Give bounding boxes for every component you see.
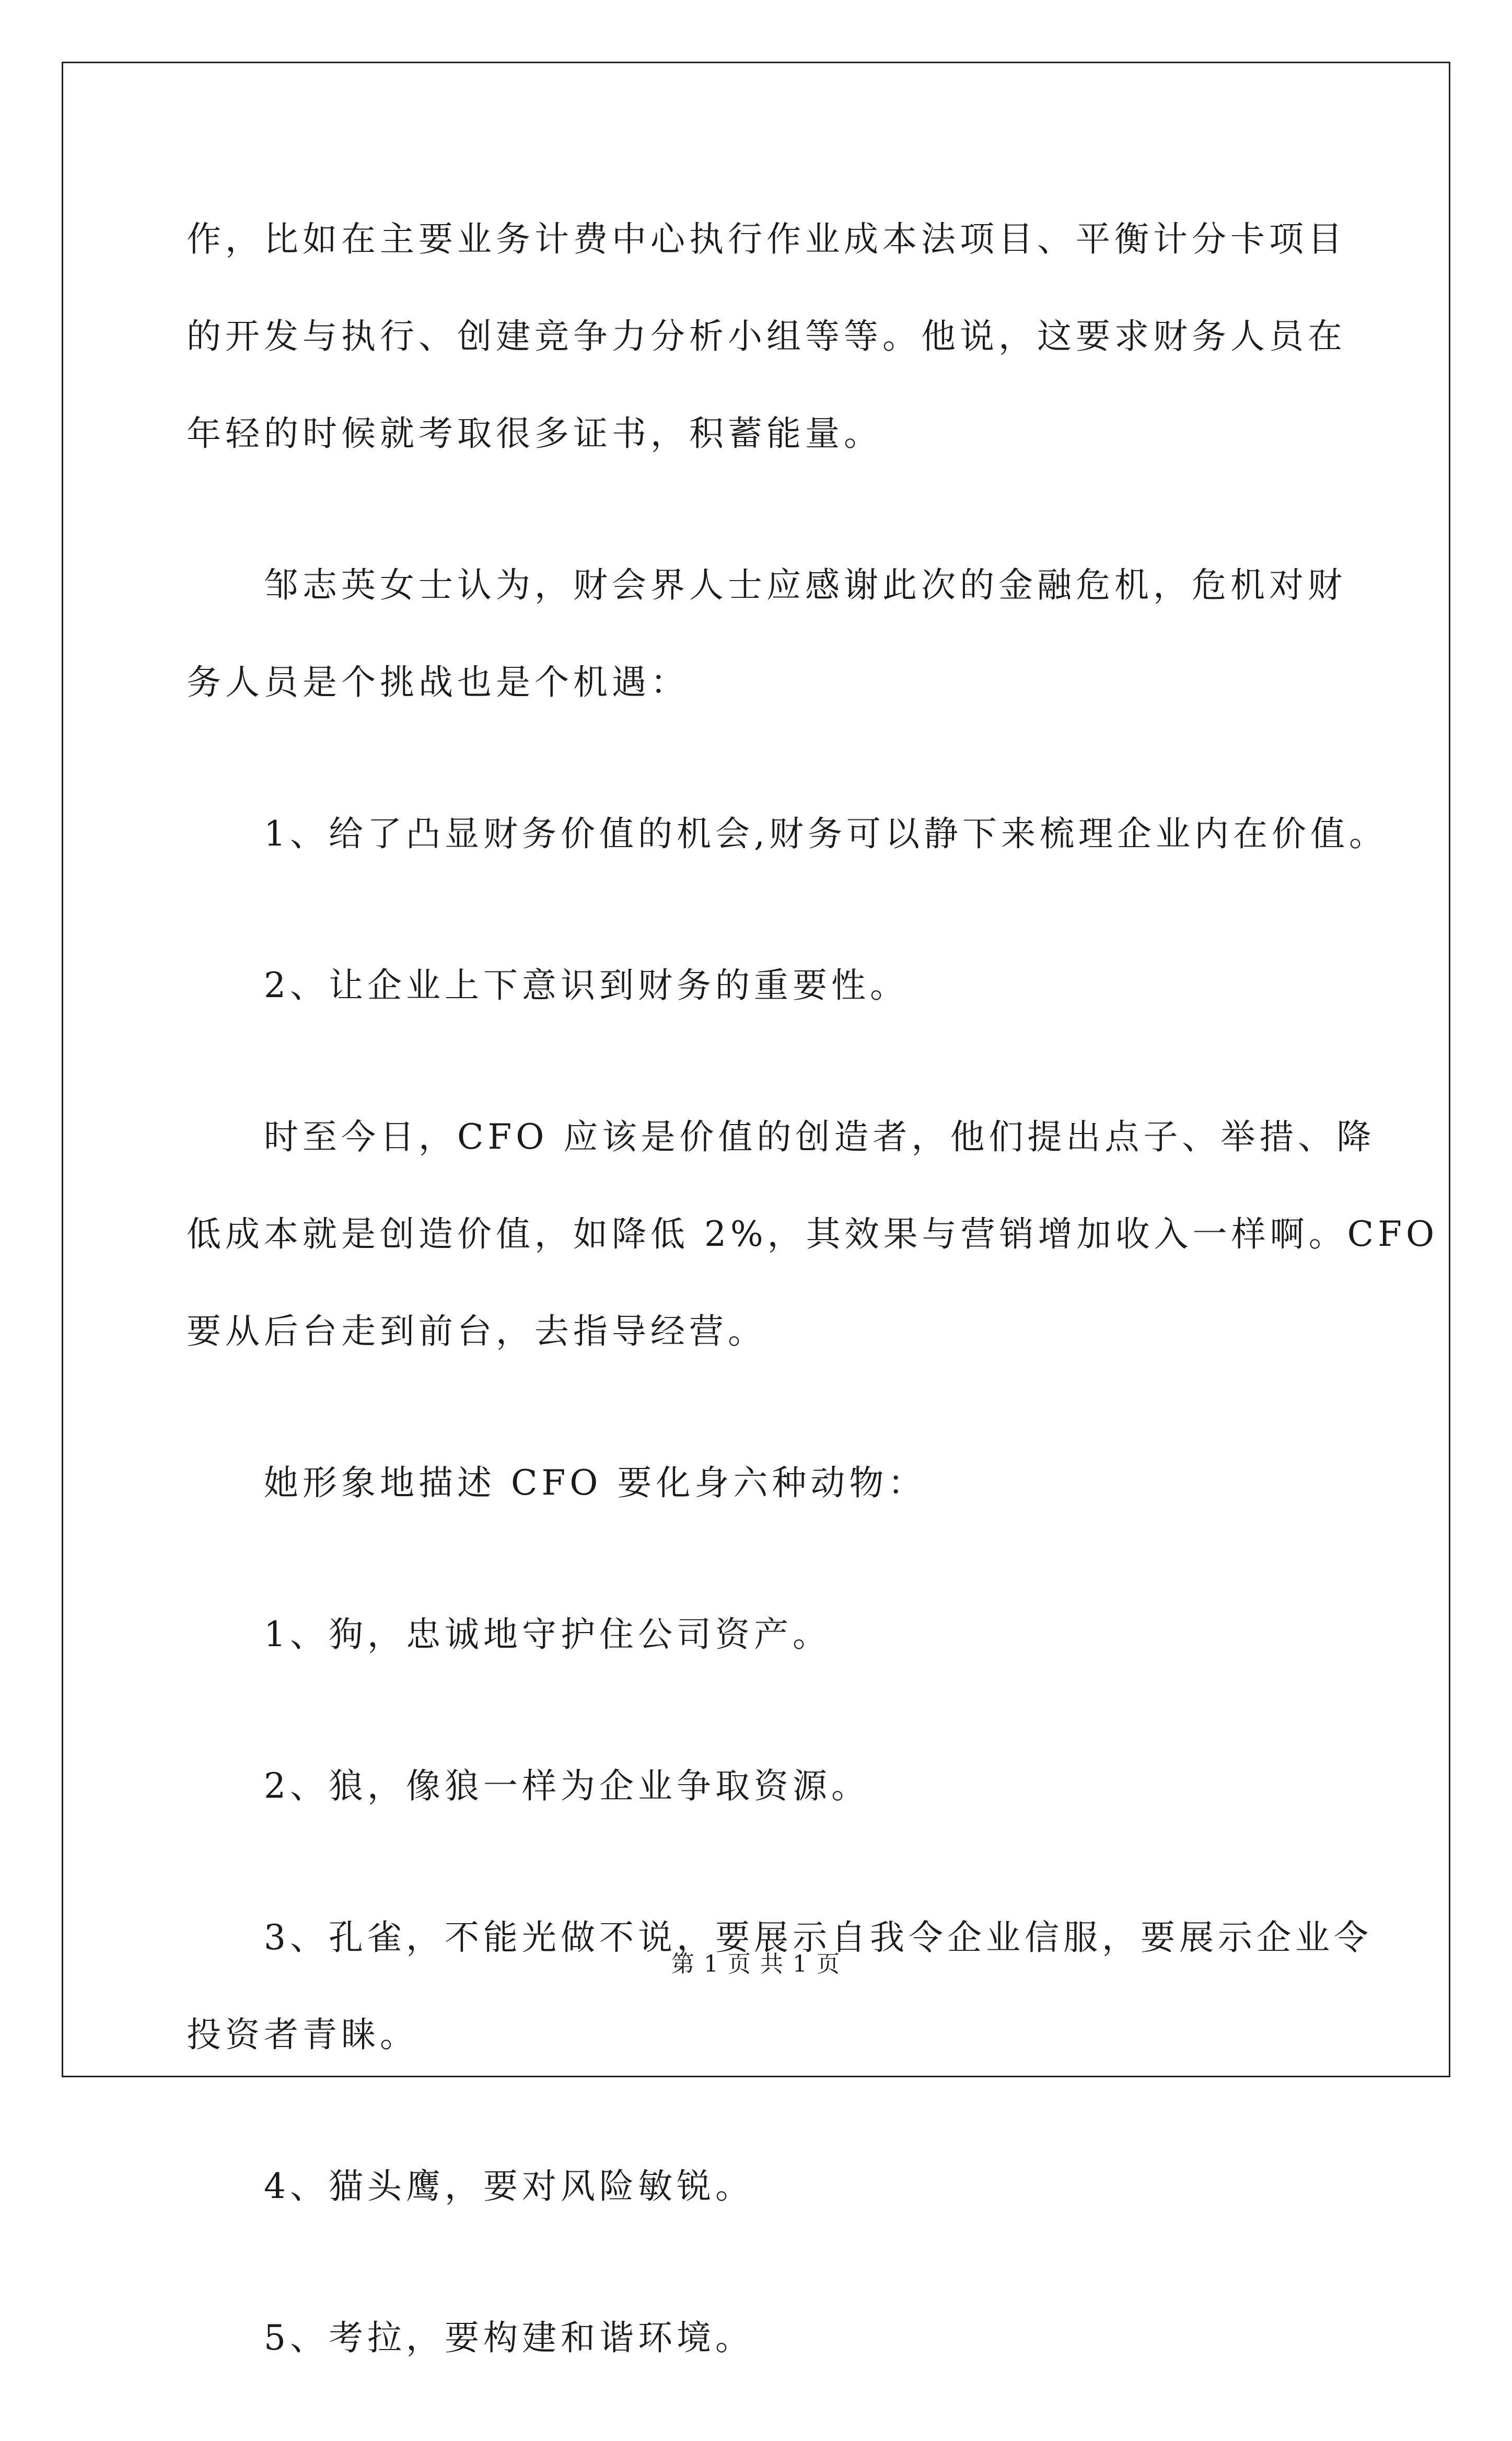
text-line: 年轻的时候就考取很多证书，积蓄能量。 [187, 413, 882, 454]
paragraph [187, 1586, 1336, 1683]
paragraph [187, 537, 1346, 731]
paragraph [187, 785, 1388, 883]
paragraph [187, 1889, 1373, 2084]
text-line: 4、猫头鹰，要对风险敏锐。 [264, 2166, 754, 2206]
text-line: 务人员是个挑战也是个机遇： [187, 662, 689, 702]
text-line: 2、狼，像狼一样为企业争取资源。 [264, 1766, 870, 1806]
paragraph [187, 937, 1336, 1034]
text-line: 作，比如在主要业务计费中心执行作业成本法项目、平衡计分卡项目 [187, 219, 1346, 259]
document-body [187, 191, 1439, 2441]
text-line: 要从后台走到前台，去指导经营。 [187, 1311, 766, 1351]
paragraph [187, 191, 1346, 482]
text-line: 她形象地描述 CFO 要化身六种动物： [264, 1463, 927, 1503]
paragraph [187, 1089, 1439, 1380]
text-line: 2、让企业上下意识到财务的重要性。 [264, 965, 909, 1005]
page-footer: 第 1 页 共 1 页 [671, 1951, 841, 1977]
text-line: 3、孔雀，不能光做不说，要展示自我令企业信服，要展示企业令 [264, 1917, 1373, 1958]
text-line: 5、考拉，要构建和谐环境。 [264, 2318, 754, 2358]
text-line: 邹志英女士认为，财会界人士应感谢此次的金融危机，危机对财 [264, 565, 1346, 605]
text-line: 投资者青睐。 [187, 2015, 418, 2055]
text-line: 1、给了凸显财务价值的机会,财务可以静下来梳理企业内在价值。 [264, 814, 1388, 854]
paragraph [187, 1738, 1336, 1835]
text-line: 低成本就是创造价值，如降低 2%，其效果与营销增加收入一样啊。CFO [187, 1214, 1439, 1254]
text-line: 的开发与执行、创建竞争力分析小组等等。他说，这要求财务人员在 [187, 316, 1346, 356]
paragraph [187, 2138, 1336, 2235]
text-line: 时至今日，CFO 应该是价值的创造者，他们提出点子、举措、降 [264, 1117, 1376, 1157]
paragraph [187, 1434, 1336, 1532]
text-line: 1、狗，忠诚地守护住公司资产。 [264, 1614, 831, 1655]
paragraph [187, 2289, 1336, 2387]
